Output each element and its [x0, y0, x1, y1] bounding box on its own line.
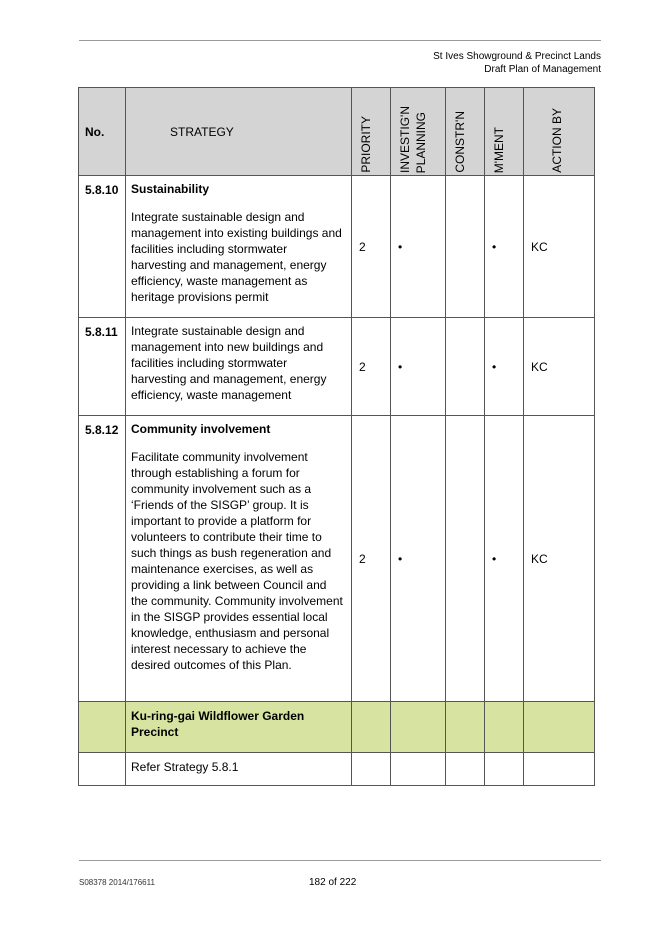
col-header-constr [446, 88, 485, 176]
empty-cell [485, 753, 524, 786]
col-header-constr-label: CONSTR'N [453, 111, 467, 173]
strategy-cell [126, 416, 352, 702]
section-empty-cell [446, 702, 485, 753]
section-empty-cell [352, 702, 391, 753]
col-header-no: No. [79, 88, 126, 176]
constr-cell [446, 176, 485, 318]
header-subtitle: Draft Plan of Management [484, 64, 601, 75]
section-title: Ku-ring-gai Wildflower Garden Precinct [126, 702, 352, 753]
page-header [433, 50, 601, 76]
col-header-strategy: STRATEGY [126, 88, 352, 176]
strategy-table [78, 87, 595, 786]
section-empty-cell [485, 702, 524, 753]
strategy-cell [126, 318, 352, 416]
col-header-planning-label: PLANNING [414, 111, 428, 173]
footer-rule [79, 860, 601, 861]
mment-cell: • [485, 416, 524, 702]
col-header-investig-label: INVESTIG'N [398, 106, 412, 173]
action-by-cell: KC [524, 318, 595, 416]
strategy-description: Integrate sustainable design and management into new buildings and facilities including stormwater harvesting and management, energy efficiency, waste management [131, 324, 327, 402]
priority-cell: 2 [352, 176, 391, 318]
investig-cell: • [391, 176, 446, 318]
table-row [79, 753, 595, 786]
col-header-priority-label: PRIORITY [359, 116, 373, 173]
strategy-number: 5.8.12 [79, 416, 126, 702]
strategy-cell [126, 176, 352, 318]
constr-cell [446, 416, 485, 702]
refer-number-cell [79, 753, 126, 786]
strategy-description: Facilitate community involvement through establishing a forum for community involvement such as a ‘Friends of the SISGP’ group. It is important to provide a platform for volunteers to contribute their time to such things as bush regeneration and maintenance exercises, as well as providing a link between Council and the community. Community involvement in the SISGP provides essential local knowledge, enthusiasm and personal interest necessary to achieve the desired outcomes of this Plan. [131, 450, 343, 672]
header-title: St Ives Showground & Precinct Lands [433, 51, 601, 62]
priority-cell: 2 [352, 318, 391, 416]
page-number: 182 of 222 [309, 877, 357, 888]
empty-cell [524, 753, 595, 786]
col-header-investig-planning [391, 88, 446, 176]
investig-cell: • [391, 416, 446, 702]
table-header-row [79, 88, 595, 176]
investig-cell: • [391, 318, 446, 416]
constr-cell [446, 318, 485, 416]
action-by-cell: KC [524, 176, 595, 318]
mment-cell: • [485, 318, 524, 416]
section-empty-cell [524, 702, 595, 753]
col-header-mment-label: M'MENT [492, 126, 506, 173]
section-number-cell [79, 702, 126, 753]
section-row [79, 702, 595, 753]
action-by-cell: KC [524, 416, 595, 702]
document-reference: S08378 2014/176611 [79, 878, 155, 887]
table-row [79, 176, 595, 318]
strategy-title: Community involvement [131, 422, 271, 436]
col-header-priority [352, 88, 391, 176]
section-empty-cell [391, 702, 446, 753]
mment-cell: • [485, 176, 524, 318]
empty-cell [446, 753, 485, 786]
col-header-action [524, 88, 595, 176]
table-row [79, 416, 595, 702]
header-rule [79, 40, 601, 41]
table-row [79, 318, 595, 416]
strategy-number: 5.8.11 [79, 318, 126, 416]
empty-cell [352, 753, 391, 786]
refer-text: Refer Strategy 5.8.1 [126, 753, 352, 786]
strategy-description: Integrate sustainable design and management into existing buildings and facilities including stormwater harvesting and management, energy efficiency, waste management as heritage provisions permit [131, 210, 342, 304]
priority-cell: 2 [352, 416, 391, 702]
col-header-mment [485, 88, 524, 176]
strategy-number: 5.8.10 [79, 176, 126, 318]
col-header-action-label: ACTION BY [550, 108, 564, 173]
empty-cell [391, 753, 446, 786]
strategy-title: Sustainability [131, 182, 210, 196]
